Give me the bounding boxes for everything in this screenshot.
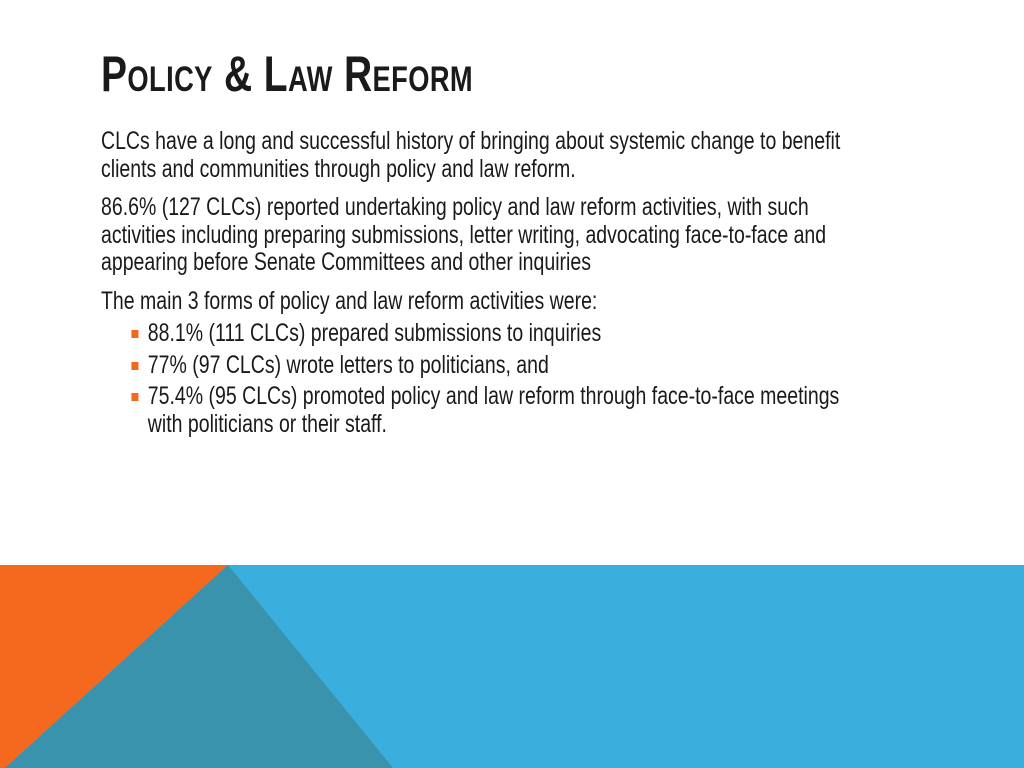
text-line: activities including preparing submissions, letter writing, advocating face-to-face and xyxy=(101,220,827,249)
paragraph-statistic xyxy=(101,194,1021,277)
bullet-square-icon xyxy=(131,330,138,338)
text-line: 88.1% (111 CLCs) prepared submissions to inquiries xyxy=(147,319,602,347)
bullet-item-submissions xyxy=(101,320,1021,348)
bullet-text xyxy=(148,352,549,380)
bullet-text xyxy=(148,383,840,438)
bullet-square-icon xyxy=(131,362,138,370)
text-line: CLCs have a long and successful history of bringing about systemic change to benefit xyxy=(101,127,841,155)
text-line: 75.4% (95 CLCs) promoted policy and law reform through face-to-face meetings xyxy=(147,382,840,410)
bottom-decoration xyxy=(0,565,1024,768)
slide-content xyxy=(101,46,1021,442)
text-line: appearing before Senate Committees and other inquiries xyxy=(101,248,591,276)
text-line: 77% (97 CLCs) wrote letters to politicians, and xyxy=(147,350,549,379)
paragraph-history xyxy=(101,128,1021,183)
bullet-square-icon xyxy=(131,393,138,401)
bullet-item-letters xyxy=(101,352,1021,380)
bullet-text xyxy=(148,320,601,348)
text-line: The main 3 forms of policy and law reform activities were: xyxy=(101,286,598,315)
text-line: with politicians or their staff. xyxy=(147,409,387,438)
text-line: 86.6% (127 CLCs) reported undertaking policy and law reform activities, with such xyxy=(101,193,809,221)
slide-title: Policy & Law Reform xyxy=(101,46,474,102)
paragraph-lead-in xyxy=(101,288,1021,316)
text-line: clients and communities through policy and law reform. xyxy=(101,154,576,183)
bullet-item-meetings xyxy=(101,383,1021,438)
